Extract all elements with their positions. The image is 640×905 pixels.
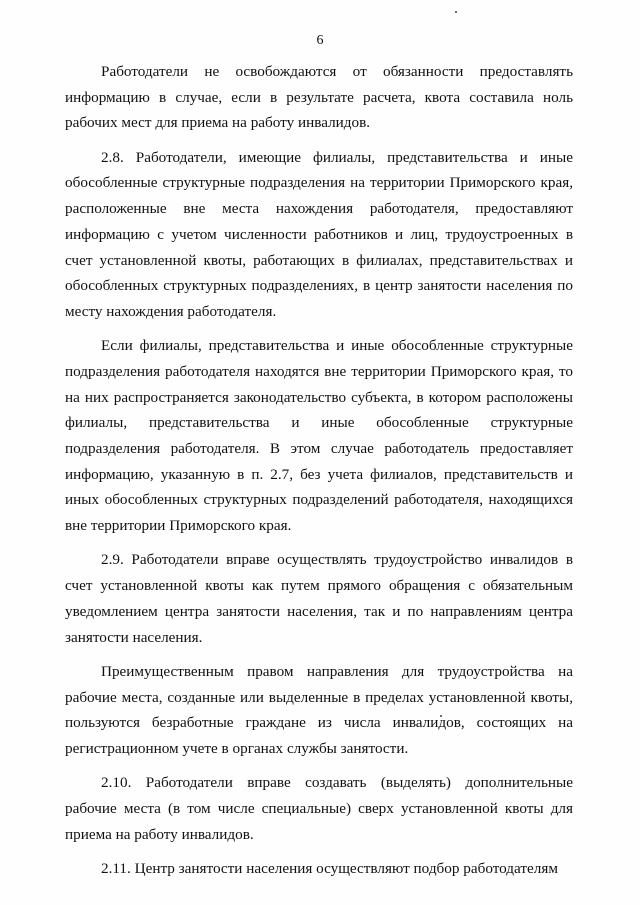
scan-speck (455, 11, 457, 13)
paragraph: 2.11. Центр занятости населения осуществляют подбор работодателям (101, 859, 558, 877)
body-text (65, 59, 573, 890)
paragraph: 2.9. Работодатели вправе осуществлять трудоустройство инвалидов в счет установленной квоты как путем прямого обращения с обязательным уведомлением центра занятости населения, так и по направлениям центра занятости населения. (65, 551, 573, 646)
paragraph: 2.10. Работодатели вправе создавать (выделять) дополнительные рабочие места (в том числе специальные) сверх установленной квоты для приема на работу инвалидов. (65, 774, 573, 843)
paragraph: Преимущественным правом направления для трудоустройства на рабочие места, созданные или выделенные в пределах установленной квоты, пользуются безработные граждане из числа инвалидов, состоящих на регистрационном учете в органах службы занятости. (65, 662, 573, 757)
paragraph: Работодатели не освобождаются от обязанности предоставлять информацию в случае, если в результате расчета, квота составила ноль рабочих мест для приема на работу инвалидов. (65, 63, 573, 132)
paragraph: Если филиалы, представительства и иные обособленные структурные подразделения работодателя находятся вне территории Приморского края, то на них распространяется законодательство субъекта, в котором расположены филиалы, представительства и иные обособленные структурные подразделения работодателя. В этом случае работодатель предоставляет информацию, указанную в п. 2.7, без учета филиалов, представительств и иных обособленных структурных подразделений работодателя, находящихся вне территории Приморского края. (65, 337, 573, 535)
page-number: 6 (316, 33, 324, 48)
paragraph: 2.8. Работодатели, имеющие филиалы, представительства и иные обособленные структурные подразделения на территории Приморского края, расположенные вне места нахождения работодателя, предоставляют информацию с учетом численности работников и лиц, трудоустроенных в счет установленной квоты, работающих в филиалах, представительствах и обособленных структурных подразделениях, в центр занятости населения по месту нахождения работодателя. (65, 148, 573, 320)
